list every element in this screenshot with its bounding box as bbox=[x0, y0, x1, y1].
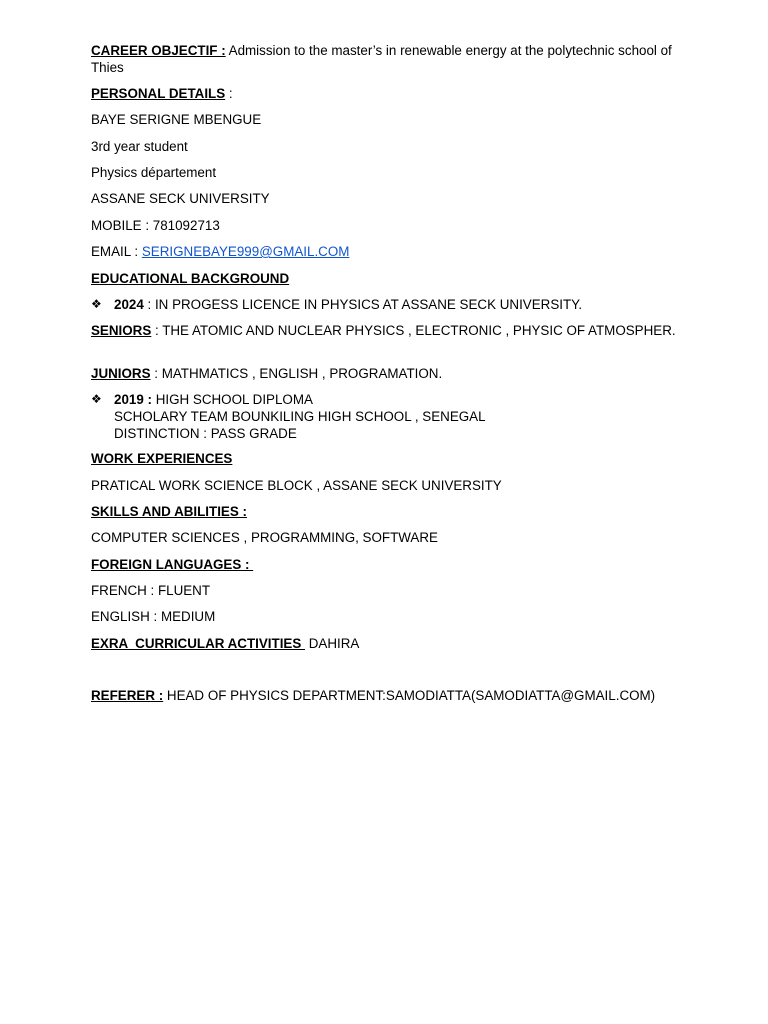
educational-background-heading: EDUCATIONAL BACKGROUND bbox=[91, 271, 290, 286]
referer-text: HEAD OF PHYSICS DEPARTMENT:SAMODIATTA(SAMODIATTA@GMAIL.COM) bbox=[163, 688, 656, 703]
extra-curricular bbox=[91, 635, 676, 652]
language-french: FRENCH : FLUENT bbox=[91, 583, 211, 598]
school-text: SCHOLARY TEAM BOUNKILING HIGH SCHOOL , SENEGAL bbox=[114, 409, 486, 424]
language-english: ENGLISH : MEDIUM bbox=[91, 609, 216, 624]
work-experiences-heading: WORK EXPERIENCES bbox=[91, 451, 233, 466]
distinction-text: DISTINCTION : PASS GRADE bbox=[114, 426, 297, 441]
email-line bbox=[91, 243, 676, 260]
student-year: 3rd year student bbox=[91, 139, 188, 154]
career-objective-heading: CAREER OBJECTIF : bbox=[91, 43, 226, 58]
juniors-text: : MATHMATICS , ENGLISH , PROGRAMATION. bbox=[150, 366, 443, 381]
education-item-year: 2019 : bbox=[114, 392, 152, 407]
work-experience-text: PRATICAL WORK SCIENCE BLOCK , ASSANE SECK UNIVERSITY bbox=[91, 478, 502, 493]
extra-curricular-heading: EXRA CURRICULAR ACTIVITIES bbox=[91, 636, 306, 651]
skills-heading: SKILLS AND ABILITIES : bbox=[91, 504, 247, 519]
educational-background-heading-line bbox=[91, 270, 676, 287]
department: Physics département bbox=[91, 165, 217, 180]
university: ASSANE SECK UNIVERSITY bbox=[91, 191, 270, 206]
full-name: BAYE SERIGNE MBENGUE bbox=[91, 112, 262, 127]
juniors-heading: JUNIORS bbox=[91, 366, 151, 381]
work-experiences-heading-line bbox=[91, 450, 676, 467]
juniors-courses bbox=[91, 365, 676, 382]
email-label: EMAIL : bbox=[91, 244, 142, 259]
languages-heading-line bbox=[91, 556, 676, 573]
extra-curricular-text: DAHIRA bbox=[305, 636, 360, 651]
skills-heading-line bbox=[91, 503, 676, 520]
diamond-bullet-icon: ❖ bbox=[91, 392, 102, 406]
seniors-courses bbox=[91, 322, 676, 339]
email-link[interactable]: SERIGNEBAYE999@GMAIL.COM bbox=[141, 244, 350, 259]
referer-heading: REFERER : bbox=[91, 688, 164, 703]
seniors-heading: SENIORS bbox=[91, 323, 152, 338]
seniors-text: : THE ATOMIC AND NUCLEAR PHYSICS , ELECTRONIC , PHYSIC OF ATMOSPHER. bbox=[151, 323, 676, 338]
career-objective bbox=[91, 42, 676, 76]
personal-details-heading: PERSONAL DETAILS bbox=[91, 86, 226, 101]
referer bbox=[91, 687, 676, 704]
personal-details-heading-line bbox=[91, 85, 676, 102]
career-objective-text: Admission to the master’s in renewable energy at the polytechnic school of Thies bbox=[91, 43, 672, 75]
languages-heading: FOREIGN LANGUAGES : bbox=[91, 557, 254, 572]
education-item-year: 2024 bbox=[114, 297, 144, 312]
diamond-bullet-icon: ❖ bbox=[91, 297, 102, 311]
education-item-text: : IN PROGESS LICENCE IN PHYSICS AT ASSANE SECK UNIVERSITY. bbox=[143, 297, 583, 312]
skills-text: COMPUTER SCIENCES , PROGRAMMING, SOFTWARE bbox=[91, 530, 438, 545]
personal-details-colon: : bbox=[225, 86, 233, 101]
mobile: MOBILE : 781092713 bbox=[91, 218, 220, 233]
diploma-text: HIGH SCHOOL DIPLOMA bbox=[151, 392, 313, 407]
